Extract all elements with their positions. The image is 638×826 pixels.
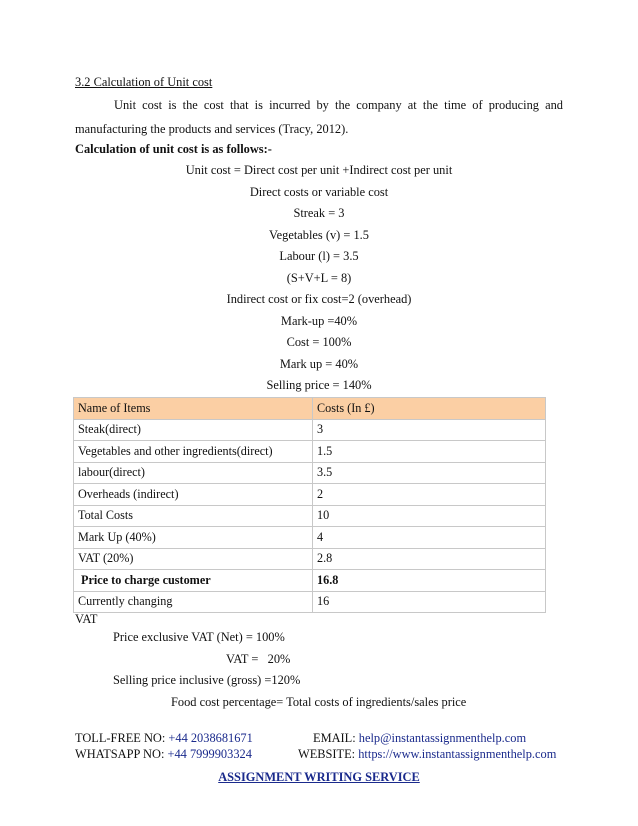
- formula-line: Streak = 3: [293, 206, 345, 220]
- whatsapp-number: +44 7999903324: [167, 747, 252, 761]
- cost-cell: 3: [313, 419, 546, 441]
- table-row: [74, 441, 546, 463]
- cost-table: [73, 397, 546, 613]
- item-name-cell: Steak(direct): [74, 419, 313, 441]
- item-name-cell: Vegetables and other ingredients(direct): [74, 441, 313, 463]
- whatsapp-label: WHATSAPP NO:: [75, 747, 168, 761]
- vat-line: Price exclusive VAT (Net) = 100%: [113, 630, 285, 644]
- footer-website: [298, 747, 556, 762]
- item-name-cell: Mark Up (40%): [74, 527, 313, 549]
- website-link[interactable]: https://www.instantassignmenthelp.com: [358, 747, 557, 761]
- cost-cell: 16: [313, 591, 546, 613]
- table-row: [74, 462, 546, 484]
- intro-paragraph: [75, 93, 563, 141]
- cost-cell: 3.5: [313, 462, 546, 484]
- formula-line: Mark-up =40%: [280, 314, 358, 328]
- cost-cell: 2: [313, 484, 546, 506]
- footer-email: [313, 731, 526, 746]
- formula-line: Unit cost = Direct cost per unit +Indirect cost per unit: [185, 163, 453, 177]
- calculation-intro: Calculation of unit cost is as follows:-: [75, 142, 272, 156]
- cost-cell: 10: [313, 505, 546, 527]
- section-heading: 3.2 Calculation of Unit cost: [75, 75, 213, 89]
- vat-line: VAT = 20%: [226, 652, 291, 666]
- table-row: [74, 484, 546, 506]
- formula-line: Indirect cost or fix cost=2 (overhead): [226, 292, 412, 306]
- cost-cell: 2.8: [313, 548, 546, 570]
- cost-cell: 1.5: [313, 441, 546, 463]
- table-row: [74, 527, 546, 549]
- website-label: WEBSITE:: [298, 747, 359, 761]
- food-cost-line: Food cost percentage= Total costs of ingredients/sales price: [171, 695, 467, 709]
- table-row: [74, 419, 546, 441]
- formula-line: Vegetables (v) = 1.5: [269, 228, 369, 242]
- cost-cell: 16.8: [313, 570, 546, 592]
- item-name-cell: Overheads (indirect): [74, 484, 313, 506]
- email-link[interactable]: help@instantassignmenthelp.com: [358, 731, 527, 745]
- formula-line: Direct costs or variable cost: [249, 185, 389, 199]
- table-row: [74, 548, 546, 570]
- formula-line: Cost = 100%: [286, 335, 352, 349]
- item-name-cell: labour(direct): [74, 462, 313, 484]
- column-header-items: Name of Items: [74, 398, 313, 420]
- tollfree-number: +44 2038681671: [168, 731, 253, 745]
- email-label: EMAIL:: [313, 731, 359, 745]
- vat-line: Selling price inclusive (gross) =120%: [113, 673, 301, 687]
- footer-tollfree: [75, 731, 253, 746]
- formula-line: Selling price = 140%: [266, 378, 372, 392]
- footer-whatsapp: [75, 747, 252, 762]
- paragraph-line-1: Unit cost is the cost that is incurred by the company at the time of producing and: [114, 98, 563, 112]
- tollfree-label: TOLL-FREE NO:: [75, 731, 169, 745]
- item-name-cell: VAT (20%): [74, 548, 313, 570]
- item-name-cell: Total Costs: [74, 505, 313, 527]
- table-row: [74, 505, 546, 527]
- table-row: [74, 591, 546, 613]
- cost-cell: 4: [313, 527, 546, 549]
- paragraph-line-2: manufacturing the products and services (Tracy, 2012).: [75, 122, 349, 136]
- item-name-cell: Price to charge customer: [74, 570, 313, 592]
- formula-line: Mark up = 40%: [279, 357, 359, 371]
- column-header-costs: Costs (In £): [313, 398, 546, 420]
- formula-line: Labour (l) = 3.5: [279, 249, 359, 263]
- footer-tagline: ASSIGNMENT WRITING SERVICE: [218, 770, 420, 784]
- vat-title: VAT: [75, 612, 98, 626]
- formula-line: (S+V+L = 8): [286, 271, 352, 285]
- table-row-highlight: [74, 570, 546, 592]
- table-header-row: [74, 398, 546, 420]
- item-name-cell: Currently changing: [74, 591, 313, 613]
